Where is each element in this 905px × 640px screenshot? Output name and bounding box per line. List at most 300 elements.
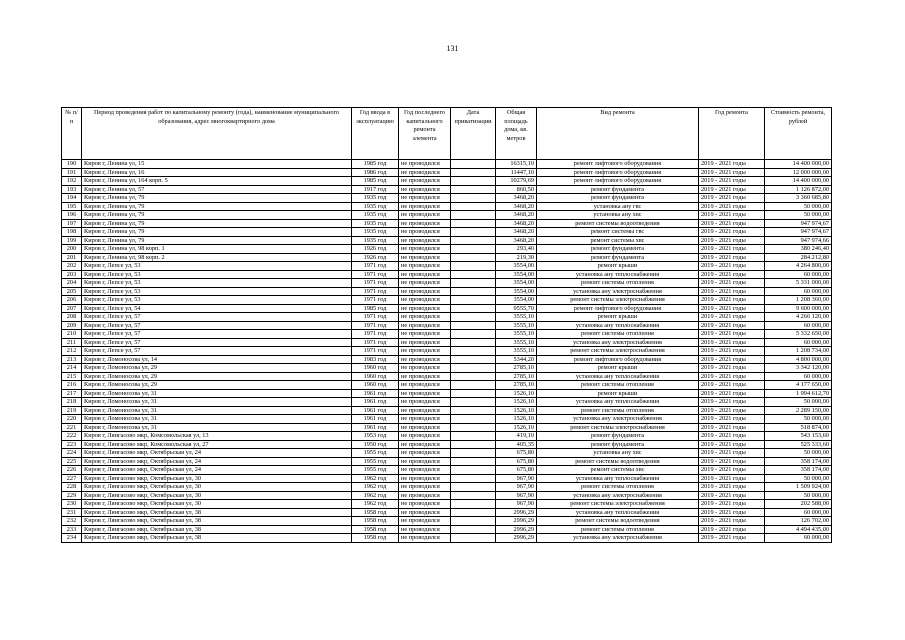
cell-repair-year: 2019 - 2021 годы xyxy=(699,372,765,381)
table-row xyxy=(62,202,832,211)
cell-cost: 358 174,00 xyxy=(765,466,832,475)
cell-address: Киров г, Лянгасово мкр, Октябрьская ул, 38 xyxy=(82,517,352,526)
cell-cost: 50 000,00 xyxy=(765,449,832,458)
cell-area: 3555,10 xyxy=(496,321,537,330)
cell-repair-year: 2019 - 2021 годы xyxy=(699,500,765,509)
cell-last-repair: не проводился xyxy=(399,500,451,509)
cell-privatization xyxy=(451,228,496,237)
header-last-repair-year: Год последнего капитального ремонта элемента xyxy=(399,108,451,160)
cell-year-commission: 1961 год xyxy=(352,423,399,432)
table-row xyxy=(62,432,832,441)
cell-address: Киров г, Ленина ул, 15 xyxy=(82,160,352,169)
cell-cost: 1 126 872,00 xyxy=(765,185,832,194)
cell-address: Киров г, Ленина ул, 79 xyxy=(82,228,352,237)
cell-area: 675,80 xyxy=(496,457,537,466)
cell-repair-year: 2019 - 2021 годы xyxy=(699,483,765,492)
table-row xyxy=(62,474,832,483)
header-repair-year: Год ремонта xyxy=(699,108,765,160)
cell-address: Киров г, Лянгасово мкр, Октябрьская ул, 30 xyxy=(82,474,352,483)
cell-last-repair: не проводился xyxy=(399,483,451,492)
cell-area: 5344,20 xyxy=(496,355,537,364)
cell-cost: 518 874,00 xyxy=(765,423,832,432)
cell-repair-type: установка ану теплоснабжения xyxy=(537,372,699,381)
cell-repair-year: 2019 - 2021 годы xyxy=(699,304,765,313)
cell-year-commission: 1935 год xyxy=(352,194,399,203)
table-row xyxy=(62,389,832,398)
cell-privatization xyxy=(451,185,496,194)
cell-area: 967,90 xyxy=(496,500,537,509)
cell-privatization xyxy=(451,491,496,500)
cell-repair-year: 2019 - 2021 годы xyxy=(699,525,765,534)
cell-privatization xyxy=(451,449,496,458)
cell-last-repair: не проводился xyxy=(399,177,451,186)
cell-privatization xyxy=(451,313,496,322)
header-total-area: Общая площадь дома, кв. метров xyxy=(496,108,537,160)
cell-num: 220 xyxy=(62,415,82,424)
table-row xyxy=(62,321,832,330)
cell-area: 3554,00 xyxy=(496,270,537,279)
table-row xyxy=(62,423,832,432)
cell-year-commission: 1983 год xyxy=(352,355,399,364)
cell-area: 419,10 xyxy=(496,432,537,441)
table-row xyxy=(62,398,832,407)
cell-year-commission: 1935 год xyxy=(352,202,399,211)
cell-cost: 202 588,00 xyxy=(765,500,832,509)
cell-repair-type: ремонт системы хвс xyxy=(537,236,699,245)
table-row xyxy=(62,270,832,279)
cell-cost: 1 509 924,00 xyxy=(765,483,832,492)
cell-year-commission: 1971 год xyxy=(352,321,399,330)
cell-repair-year: 2019 - 2021 годы xyxy=(699,160,765,169)
cell-address: Киров г, Ленина ул, 79 xyxy=(82,211,352,220)
table-row xyxy=(62,228,832,237)
cell-privatization xyxy=(451,330,496,339)
cell-last-repair: не проводился xyxy=(399,313,451,322)
cell-cost: 4 177 650,00 xyxy=(765,381,832,390)
cell-last-repair: не проводился xyxy=(399,457,451,466)
cell-privatization xyxy=(451,202,496,211)
cell-address: Киров г, Лепсе ул, 57 xyxy=(82,321,352,330)
table-body xyxy=(62,160,832,543)
cell-year-commission: 1971 год xyxy=(352,270,399,279)
cell-cost: 14 400 000,00 xyxy=(765,160,832,169)
cell-last-repair: не проводился xyxy=(399,194,451,203)
cell-cost: 4 494 435,00 xyxy=(765,525,832,534)
cell-last-repair: не проводился xyxy=(399,381,451,390)
cell-last-repair: не проводился xyxy=(399,338,451,347)
cell-repair-type: ремонт системы отопления xyxy=(537,483,699,492)
cell-repair-year: 2019 - 2021 годы xyxy=(699,253,765,262)
cell-year-commission: 1961 год xyxy=(352,389,399,398)
cell-area: 1526,10 xyxy=(496,389,537,398)
cell-num: 212 xyxy=(62,347,82,356)
header-period-address: Период проведения работ по капитальному ремонту (года), наименование муниципального образования, адрес многоквартирного дома xyxy=(82,108,352,160)
cell-area: 2996,29 xyxy=(496,534,537,543)
table-row xyxy=(62,194,832,203)
cell-year-commission: 1958 год xyxy=(352,508,399,517)
table-row xyxy=(62,177,832,186)
table-row xyxy=(62,313,832,322)
cell-num: 195 xyxy=(62,202,82,211)
cell-repair-type: установка ану электроснабжения xyxy=(537,338,699,347)
cell-area: 675,80 xyxy=(496,466,537,475)
cell-last-repair: не проводился xyxy=(399,534,451,543)
cell-address: Киров г, Ленина ул, 79 xyxy=(82,236,352,245)
cell-last-repair: не проводился xyxy=(399,304,451,313)
cell-last-repair: не проводился xyxy=(399,517,451,526)
cell-area: 675,80 xyxy=(496,449,537,458)
cell-last-repair: не проводился xyxy=(399,253,451,262)
cell-cost: 4 264 800,00 xyxy=(765,262,832,271)
cell-repair-type: установка ану хвс xyxy=(537,211,699,220)
cell-repair-year: 2019 - 2021 годы xyxy=(699,202,765,211)
cell-repair-type: ремонт фундамента xyxy=(537,194,699,203)
cell-repair-year: 2019 - 2021 годы xyxy=(699,338,765,347)
cell-year-commission: 1935 год xyxy=(352,211,399,220)
cell-repair-type: ремонт фундамента xyxy=(537,440,699,449)
cell-repair-year: 2019 - 2021 годы xyxy=(699,508,765,517)
cell-year-commission: 1985 год xyxy=(352,304,399,313)
cell-repair-year: 2019 - 2021 годы xyxy=(699,313,765,322)
cell-repair-type: установка ану электроснабжения xyxy=(537,287,699,296)
cell-num: 208 xyxy=(62,313,82,322)
cell-num: 216 xyxy=(62,381,82,390)
cell-last-repair: не проводился xyxy=(399,160,451,169)
cell-address: Киров г, Лянгасово мкр, Октябрьская ул, 30 xyxy=(82,500,352,509)
table-row xyxy=(62,185,832,194)
cell-area: 3468,20 xyxy=(496,236,537,245)
table-row xyxy=(62,372,832,381)
cell-cost: 60 000,00 xyxy=(765,508,832,517)
cell-last-repair: не проводился xyxy=(399,279,451,288)
cell-num: 214 xyxy=(62,364,82,373)
cell-year-commission: 1962 год xyxy=(352,491,399,500)
cell-privatization xyxy=(451,466,496,475)
cell-repair-year: 2019 - 2021 годы xyxy=(699,321,765,330)
cell-privatization xyxy=(451,381,496,390)
cell-cost: 284 212,80 xyxy=(765,253,832,262)
cell-privatization xyxy=(451,525,496,534)
cell-privatization xyxy=(451,440,496,449)
cell-repair-type: установка ану теплоснабжения xyxy=(537,474,699,483)
cell-num: 230 xyxy=(62,500,82,509)
cell-privatization xyxy=(451,177,496,186)
cell-year-commission: 1971 год xyxy=(352,279,399,288)
cell-repair-type: ремонт системы электроснабжения xyxy=(537,423,699,432)
cell-last-repair: не проводился xyxy=(399,296,451,305)
cell-year-commission: 1958 год xyxy=(352,534,399,543)
cell-num: 206 xyxy=(62,296,82,305)
cell-year-commission: 1950 год xyxy=(352,440,399,449)
cell-cost: 4 800 000,00 xyxy=(765,355,832,364)
cell-address: Киров г, Ломоносова ул, 29 xyxy=(82,364,352,373)
cell-area: 293,40 xyxy=(496,245,537,254)
cell-num: 224 xyxy=(62,449,82,458)
table-row xyxy=(62,287,832,296)
cell-last-repair: не проводился xyxy=(399,168,451,177)
cell-area: 3468,20 xyxy=(496,202,537,211)
cell-num: 190 xyxy=(62,160,82,169)
cell-address: Киров г, Ленина ул, 79 xyxy=(82,194,352,203)
table-row xyxy=(62,211,832,220)
cell-repair-type: ремонт крыши xyxy=(537,313,699,322)
cell-repair-year: 2019 - 2021 годы xyxy=(699,364,765,373)
table-row xyxy=(62,219,832,228)
cell-num: 231 xyxy=(62,508,82,517)
cell-address: Киров г, Лянгасово мкр, Комсомольская ул, 13 xyxy=(82,432,352,441)
cell-num: 226 xyxy=(62,466,82,475)
cell-year-commission: 1962 год xyxy=(352,474,399,483)
cell-repair-year: 2019 - 2021 годы xyxy=(699,398,765,407)
cell-address: Киров г, Ломоносова ул, 31 xyxy=(82,406,352,415)
cell-repair-type: установка ану гвс xyxy=(537,202,699,211)
table-row xyxy=(62,534,832,543)
cell-privatization xyxy=(451,364,496,373)
cell-address: Киров г, Ломоносова ул, 31 xyxy=(82,389,352,398)
table-row xyxy=(62,406,832,415)
cell-last-repair: не проводился xyxy=(399,236,451,245)
cell-last-repair: не проводился xyxy=(399,270,451,279)
header-num: № п/п xyxy=(62,108,82,160)
cell-year-commission: 1955 год xyxy=(352,466,399,475)
cell-cost: 5 332 650,00 xyxy=(765,330,832,339)
cell-year-commission: 1986 год xyxy=(352,168,399,177)
cell-num: 218 xyxy=(62,398,82,407)
cell-cost: 4 266 120,00 xyxy=(765,313,832,322)
cell-last-repair: не проводился xyxy=(399,262,451,271)
cell-year-commission: 1971 год xyxy=(352,330,399,339)
cell-repair-type: ремонт системы отопления xyxy=(537,406,699,415)
cell-area: 860,50 xyxy=(496,185,537,194)
cell-cost: 14 400 000,00 xyxy=(765,177,832,186)
cell-area: 3555,10 xyxy=(496,338,537,347)
cell-last-repair: не проводился xyxy=(399,466,451,475)
cell-num: 205 xyxy=(62,287,82,296)
cell-repair-year: 2019 - 2021 годы xyxy=(699,423,765,432)
cell-privatization xyxy=(451,423,496,432)
cell-cost: 947 974,67 xyxy=(765,219,832,228)
cell-repair-type: ремонт крыши xyxy=(537,364,699,373)
cell-last-repair: не проводился xyxy=(399,389,451,398)
table-row xyxy=(62,491,832,500)
cell-repair-year: 2019 - 2021 годы xyxy=(699,432,765,441)
cell-area: 967,90 xyxy=(496,483,537,492)
cell-privatization xyxy=(451,432,496,441)
cell-last-repair: не проводился xyxy=(399,415,451,424)
cell-address: Киров г, Ленина ул, 98 корп. 2 xyxy=(82,253,352,262)
table-row xyxy=(62,500,832,509)
cell-repair-year: 2019 - 2021 годы xyxy=(699,474,765,483)
cell-num: 197 xyxy=(62,219,82,228)
table-row xyxy=(62,236,832,245)
cell-area: 3555,10 xyxy=(496,330,537,339)
table-row xyxy=(62,415,832,424)
cell-cost: 12 000 000,00 xyxy=(765,168,832,177)
table-row xyxy=(62,364,832,373)
cell-repair-type: ремонт системы отопления xyxy=(537,279,699,288)
header-year-commission: Год ввода в эксплуатацию xyxy=(352,108,399,160)
cell-repair-year: 2019 - 2021 годы xyxy=(699,457,765,466)
cell-area: 2996,29 xyxy=(496,517,537,526)
cell-repair-year: 2019 - 2021 годы xyxy=(699,330,765,339)
cell-privatization xyxy=(451,304,496,313)
cell-num: 191 xyxy=(62,168,82,177)
cell-address: Киров г, Ленина ул, 79 xyxy=(82,219,352,228)
cell-area: 2785,10 xyxy=(496,381,537,390)
cell-cost: 50 000,00 xyxy=(765,398,832,407)
cell-repair-year: 2019 - 2021 годы xyxy=(699,355,765,364)
cell-year-commission: 1985 год xyxy=(352,177,399,186)
cell-address: Киров г, Лянгасово мкр, Октябрьская ул, 38 xyxy=(82,534,352,543)
cell-area: 9555,70 xyxy=(496,304,537,313)
cell-repair-type: ремонт системы электроснабжения xyxy=(537,500,699,509)
cell-num: 225 xyxy=(62,457,82,466)
cell-year-commission: 1985 год xyxy=(352,160,399,169)
cell-repair-type: ремонт системы отопления xyxy=(537,330,699,339)
cell-num: 210 xyxy=(62,330,82,339)
cell-year-commission: 1971 год xyxy=(352,296,399,305)
cell-address: Киров г, Лепсе ул, 53 xyxy=(82,287,352,296)
table-row xyxy=(62,253,832,262)
cell-area: 2996,29 xyxy=(496,525,537,534)
cell-year-commission: 1971 год xyxy=(352,338,399,347)
cell-repair-year: 2019 - 2021 годы xyxy=(699,381,765,390)
cell-cost: 50 000,00 xyxy=(765,211,832,220)
cell-repair-year: 2019 - 2021 годы xyxy=(699,168,765,177)
table-row xyxy=(62,347,832,356)
cell-last-repair: не проводился xyxy=(399,508,451,517)
table-row xyxy=(62,525,832,534)
cell-privatization xyxy=(451,474,496,483)
cell-cost: 9 600 000,00 xyxy=(765,304,832,313)
cell-address: Киров г, Лепсе ул, 57 xyxy=(82,313,352,322)
cell-last-repair: не проводился xyxy=(399,287,451,296)
cell-privatization xyxy=(451,296,496,305)
cell-last-repair: не проводился xyxy=(399,449,451,458)
cell-last-repair: не проводился xyxy=(399,432,451,441)
cell-cost: 5 331 000,00 xyxy=(765,279,832,288)
cell-num: 234 xyxy=(62,534,82,543)
cell-repair-type: ремонт системы отопления xyxy=(537,381,699,390)
cell-cost: 60 000,00 xyxy=(765,321,832,330)
table-row xyxy=(62,466,832,475)
cell-year-commission: 1917 год xyxy=(352,185,399,194)
cell-area: 2996,29 xyxy=(496,508,537,517)
cell-address: Киров г, Ленина ул, 57 xyxy=(82,185,352,194)
cell-repair-type: ремонт системы водоотведения xyxy=(537,219,699,228)
cell-address: Киров г, Лепсе ул, 57 xyxy=(82,338,352,347)
cell-repair-year: 2019 - 2021 годы xyxy=(699,287,765,296)
cell-last-repair: не проводился xyxy=(399,398,451,407)
cell-repair-type: ремонт крыши xyxy=(537,389,699,398)
cell-repair-year: 2019 - 2021 годы xyxy=(699,177,765,186)
cell-last-repair: не проводился xyxy=(399,440,451,449)
cell-repair-year: 2019 - 2021 годы xyxy=(699,440,765,449)
cell-area: 1526,10 xyxy=(496,406,537,415)
table-row xyxy=(62,304,832,313)
cell-privatization xyxy=(451,398,496,407)
cell-repair-year: 2019 - 2021 годы xyxy=(699,491,765,500)
cell-last-repair: не проводился xyxy=(399,185,451,194)
cell-repair-year: 2019 - 2021 годы xyxy=(699,245,765,254)
cell-year-commission: 1955 год xyxy=(352,449,399,458)
cell-repair-year: 2019 - 2021 годы xyxy=(699,236,765,245)
cell-repair-year: 2019 - 2021 годы xyxy=(699,185,765,194)
cell-year-commission: 1926 год xyxy=(352,253,399,262)
cell-num: 211 xyxy=(62,338,82,347)
cell-last-repair: не проводился xyxy=(399,364,451,373)
cell-repair-year: 2019 - 2021 годы xyxy=(699,211,765,220)
cell-repair-type: ремонт лифтового оборудования xyxy=(537,177,699,186)
cell-repair-type: ремонт системы хвс xyxy=(537,466,699,475)
cell-area: 3554,00 xyxy=(496,262,537,271)
header-repair-type: Вид ремонта xyxy=(537,108,699,160)
cell-num: 223 xyxy=(62,440,82,449)
cell-address: Киров г, Ломоносова ул, 14 xyxy=(82,355,352,364)
cell-address: Киров г, Лянгасово мкр, Комсомольская ул, 27 xyxy=(82,440,352,449)
cell-address: Киров г, Лепсе ул, 57 xyxy=(82,330,352,339)
cell-repair-type: ремонт лифтового оборудования xyxy=(537,168,699,177)
cell-repair-type: установка ану электроснабжения xyxy=(537,534,699,543)
cell-last-repair: не проводился xyxy=(399,355,451,364)
cell-num: 232 xyxy=(62,517,82,526)
cell-address: Киров г, Лянгасово мкр, Октябрьская ул, 38 xyxy=(82,525,352,534)
cell-privatization xyxy=(451,168,496,177)
cell-year-commission: 1961 год xyxy=(352,406,399,415)
cell-privatization xyxy=(451,406,496,415)
cell-repair-type: ремонт системы отопления xyxy=(537,525,699,534)
cell-cost: 1 208 360,00 xyxy=(765,296,832,305)
cell-cost: 525 333,60 xyxy=(765,440,832,449)
cell-num: 198 xyxy=(62,228,82,237)
cell-num: 207 xyxy=(62,304,82,313)
cell-address: Киров г, Лепсе ул, 53 xyxy=(82,279,352,288)
cell-repair-type: ремонт системы гвс xyxy=(537,228,699,237)
cell-repair-year: 2019 - 2021 годы xyxy=(699,262,765,271)
cell-area: 3554,00 xyxy=(496,296,537,305)
cell-cost: 3 360 685,80 xyxy=(765,194,832,203)
cell-year-commission: 1958 год xyxy=(352,525,399,534)
cell-num: 209 xyxy=(62,321,82,330)
table-row xyxy=(62,330,832,339)
cell-privatization xyxy=(451,389,496,398)
cell-privatization xyxy=(451,270,496,279)
cell-address: Киров г, Лянгасово мкр, Октябрьская ул, 24 xyxy=(82,466,352,475)
cell-area: 16315,10 xyxy=(496,160,537,169)
cell-last-repair: не проводился xyxy=(399,491,451,500)
table-row xyxy=(62,517,832,526)
cell-last-repair: не проводился xyxy=(399,474,451,483)
cell-area: 2785,10 xyxy=(496,372,537,381)
cell-cost: 2 289 150,00 xyxy=(765,406,832,415)
table-row xyxy=(62,296,832,305)
cell-repair-year: 2019 - 2021 годы xyxy=(699,517,765,526)
cell-repair-type: ремонт системы электроснабжения xyxy=(537,296,699,305)
cell-address: Киров г, Лепсе ул, 54 xyxy=(82,304,352,313)
cell-last-repair: не проводился xyxy=(399,525,451,534)
cell-repair-type: установка ану теплоснабжения xyxy=(537,508,699,517)
cell-num: 202 xyxy=(62,262,82,271)
table-row xyxy=(62,355,832,364)
cell-repair-year: 2019 - 2021 годы xyxy=(699,219,765,228)
cell-num: 194 xyxy=(62,194,82,203)
table-row xyxy=(62,245,832,254)
cell-area: 3555,10 xyxy=(496,313,537,322)
cell-address: Киров г, Ломоносова ул, 31 xyxy=(82,423,352,432)
cell-repair-type: установка ану электроснабжения xyxy=(537,415,699,424)
cell-privatization xyxy=(451,372,496,381)
table-row xyxy=(62,483,832,492)
